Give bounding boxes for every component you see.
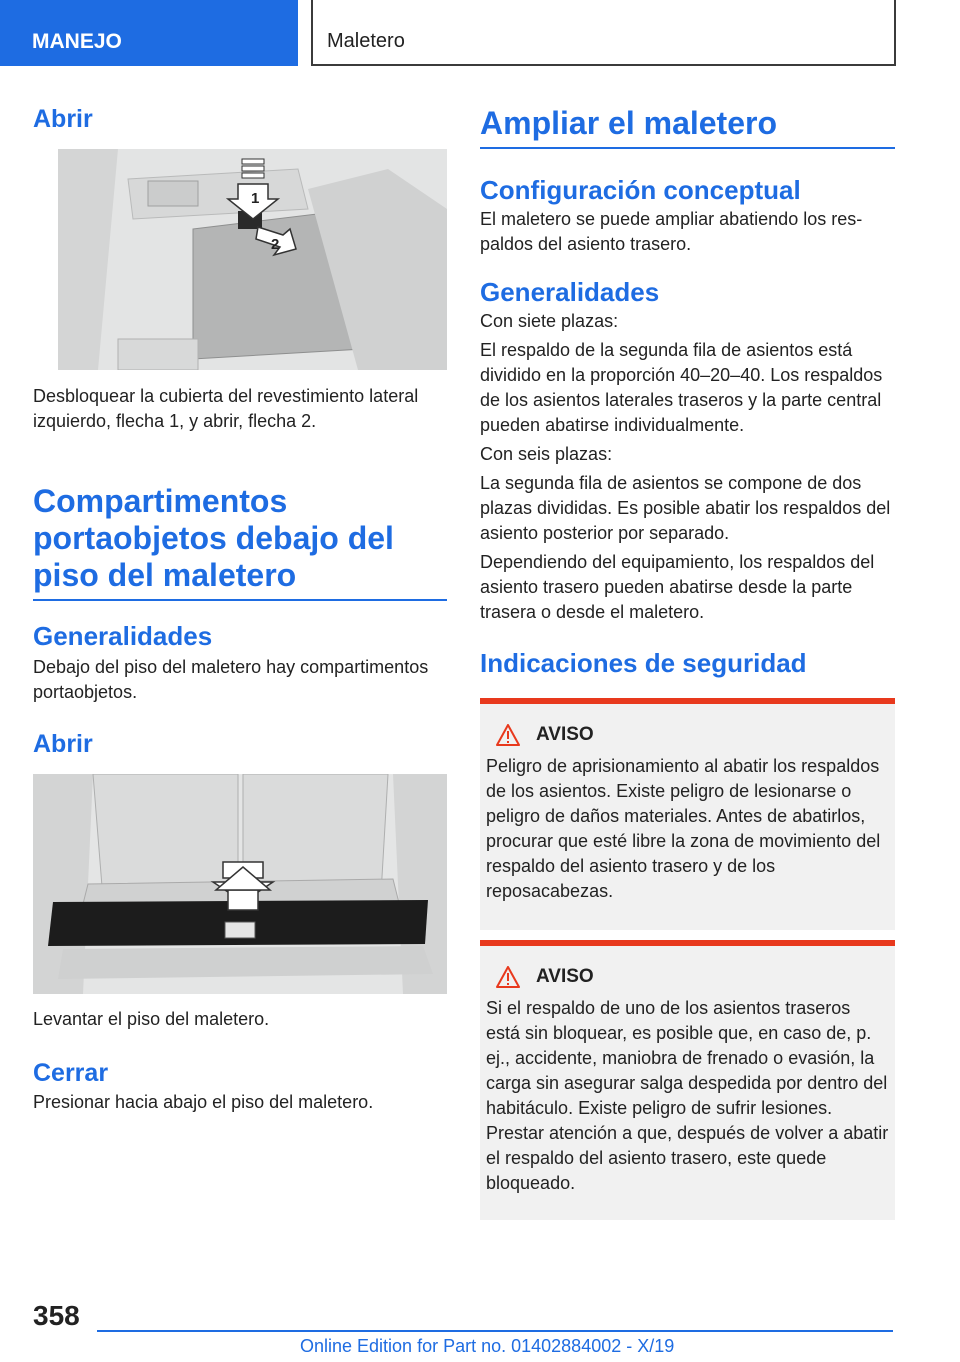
section-title-storage: Compartimentos portaobjetos debajo del piso del maletero (33, 483, 447, 601)
cerrar-text: Presionar hacia abajo el piso del maletero. (33, 1092, 374, 1112)
page-header (0, 0, 960, 66)
right-column (480, 100, 895, 1220)
cerrar-heading: Cerrar (33, 1059, 109, 1087)
gen-paragraph-4: La segunda fila de asientos se compone de dos plazas divididas. Es posible abatir los respaldos del asiento posterior por separado. (480, 473, 891, 543)
abrir-heading: Abrir (33, 730, 93, 758)
warning-box-2 (480, 940, 895, 1220)
warning-title (486, 966, 889, 988)
gen-paragraph-2: El respaldo de la segunda fila de asientos está dividido en la proporción 40–20–40. Los respaldos de los asientos laterales traseros y la parte central pueden abatirse individualmente. (480, 340, 883, 435)
edition-footer: Online Edition for Part no. 01402884002 - X/19 (300, 1336, 675, 1356)
warning-box-1 (480, 698, 895, 930)
footer-divider (97, 1330, 893, 1332)
page-number: 358 (33, 1300, 80, 1331)
generalidades-heading-right: Generalidades (480, 277, 660, 307)
gen-paragraph-3: Con seis plazas: (480, 444, 613, 464)
warning-text: Peligro de aprisionamiento al abatir los respaldos de los asientos. Existe peligro de lesionarse o peligro de daños materiales. Antes de abatirlos, procurar que esté libre la zona de movimiento del respaldo del asiento trasero y de los reposacabezas. (486, 756, 881, 901)
gen-paragraph-1: Con siete plazas: (480, 311, 619, 331)
warning-triangle-icon (496, 966, 520, 988)
left-column (33, 100, 447, 1115)
warning-text: Si el respaldo de uno de los asientos traseros está sin bloquear, es posible que, en caso de, p. ej., accidente, maniobra de frenado o evasión, la carga sin asegurar salga despedida por dentro del habitáculo. Existe peligro de sufrir lesiones. Prestar atención a que, después de volver a abatir el respaldo del asiento trasero, este quede bloqueado. (486, 998, 889, 1193)
config-heading: Configuración conceptual (480, 175, 801, 205)
warning-title-text: AVISO (536, 724, 594, 745)
figure-label-1: 1 (251, 190, 260, 207)
abrir-top-heading: Abrir (33, 105, 93, 133)
figure1-caption: Desbloquear la cubierta del revestimiento lateral izquierdo, flecha 1, y abrir, flecha 2. (33, 386, 419, 431)
warning-title (486, 724, 889, 746)
warning-triangle-icon (496, 724, 520, 746)
figure-side-panel (58, 149, 447, 370)
section-tab: MANEJO (0, 0, 298, 66)
safety-heading: Indicaciones de seguridad (480, 648, 807, 678)
warning-title-text: AVISO (536, 966, 594, 987)
section-title-expand: Ampliar el maletero (480, 105, 895, 149)
generalidades-text-left: Debajo del piso del maletero hay compartimentos portaobjetos. (33, 657, 429, 702)
generalidades-heading-left: Generalidades (33, 621, 213, 651)
config-text: El maletero se puede ampliar abatiendo los respaldos del asiento trasero. (480, 209, 863, 254)
gen-paragraph-5: Dependiendo del equipamiento, los respaldos del asiento trasero pueden abatirse desde la parte trasera o desde el maletero. (480, 552, 875, 622)
chapter-title: Maletero (311, 0, 896, 66)
figure2-caption: Levantar el piso del maletero. (33, 1009, 270, 1029)
figure-trunk-floor (33, 774, 447, 994)
figure-label-2: 2 (271, 236, 280, 253)
